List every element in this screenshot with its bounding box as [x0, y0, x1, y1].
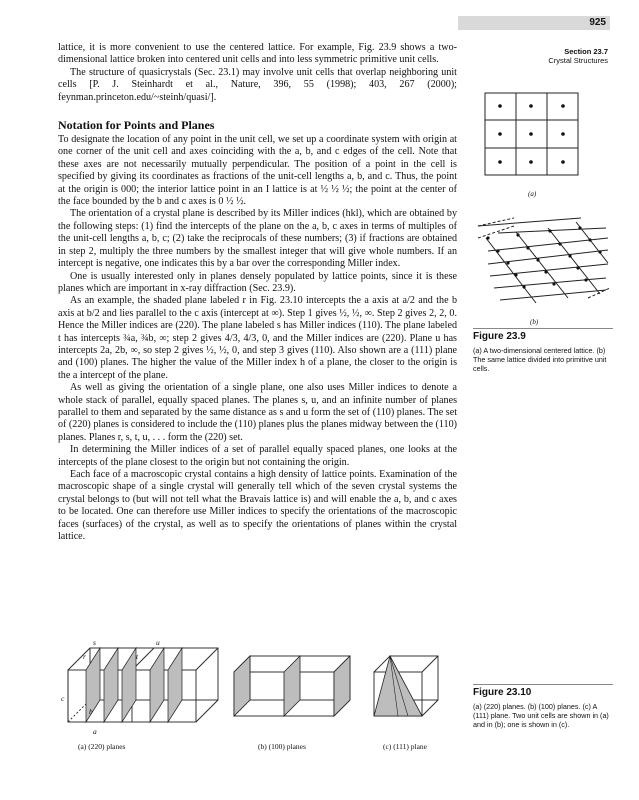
section-title: Crystal Structures	[548, 56, 608, 65]
figure-23-10-caption	[473, 684, 613, 729]
figure-23-9-caption	[473, 328, 613, 373]
paragraph: Each face of a macroscopic crystal contains a high density of lattice points. Examination of the macroscopic shape of a single crystal will generally tell which of the seven crystal systems the crystal belongs to (but will not tell what the Bravais lattice is) and will enable the a, b, and c axes to be located. One can therefore use Miller indices to specify the orientations of the macroscopic faces (surfaces) of the crystal, as well as to specify the orientations of planes within the crystal lattice.	[58, 469, 457, 543]
plane-label-u: u	[156, 638, 160, 647]
figure-title: Figure 23.10	[473, 684, 613, 698]
axis-label-c: c	[61, 694, 65, 703]
figure-label-111: (c) (111) plane	[383, 742, 428, 751]
paragraph: The orientation of a crystal plane is described by its Miller indices (hkl), which are obtained by the following steps: (1) find the intercepts of the plane on the a, b, c axes in terms of multiples of the unit-cell lengths a, b, c; (2) take the reciprocals of these numbers; (3) if fractions are obtained in step 2, multiply the three numbers by the smallest integer that will give whole numbers. If an intercept is negative, one indicates this by a bar over the corresponding Miller index.	[58, 208, 457, 270]
paragraph: As well as giving the orientation of a single plane, one also uses Miller indices to denote a whole stack of parallel, equally spaced planes. The planes s, u, and an infinite number of planes parallel to them and separated by the same distance as s and u form the set of (110) planes. The set of (220) planes is considered to include the (110) planes plus the planes midway between the (110) planes. Planes r, s, t, u, . . . form the (220) set.	[58, 382, 457, 443]
main-text-column	[58, 42, 457, 543]
primitive-lattice-figure	[476, 208, 616, 316]
figure-111-plane	[368, 650, 448, 730]
figure-sublabel-a: (a)	[528, 190, 537, 198]
paragraph: To designate the location of any point in the unit cell, we set up a coordinate system with origin at one corner of the unit cell and axes coinciding with the a, b, and c edges of the cell. Note that these axes are not necessarily mutually perpendicular. The position of a point in the cell is specified by giving its coordinates as fractions of the unit-cell lengths a, b, and c. Thus, the point at the origin is 000; the interior lattice point in an I lattice is at ½ ½ ½; the point at the center of the face bounded by the b and c axes is 0 ½ ½.	[58, 134, 457, 208]
plane-label-t: t	[136, 652, 139, 661]
paragraph: lattice, it is more convenient to use the centered lattice. For example, Fig. 23.9 shows a two-dimensional lattice broken into centered unit cells and into less symmetric primitive unit cells.	[58, 42, 457, 66]
section-heading: Notation for Points and Planes	[58, 118, 215, 133]
figure-label-100: (b) (100) planes	[258, 742, 306, 751]
paragraph: One is usually interested only in planes densely populated by lattice points, since it is these planes which are important in x-ray diffraction (Sec. 23.9).	[58, 270, 457, 294]
paragraph: The structure of quasicrystals (Sec. 23.1) may involve unit cells that overlap neighboring unit cells [P. J. Steinhardt et al., Nature, 396, 55 (1998); 403, 267 (2000); feynman.princeton.edu/~steinh/quasi/].	[58, 66, 457, 103]
axis-label-a: a	[93, 727, 97, 736]
paragraph: As an example, the shaded plane labeled r in Fig. 23.10 intercepts the a axis at a/2 and the b axis at b/2 and lies parallel to the c axis (intercept at ∞). Step 1 gives ½, ½, ∞. Step 2 gives 2, 2, 0. Hence the Miller indices are (220). The plane labeled s has Miller indices (110). The plane labeled t has intercepts ¾a, ¾b, ∞; step 2 gives 4/3, 4/3, 0, and the Miller indices are (220). Plane u has intercepts 2a, 2b, ∞, so step 2 gives ½, ½, 0, and step 3 gives (110). Also shown are a (111) plane and (100) planes. The higher the value of the Miller index h of a plane, the closer to the origin is the a intercept of the plane.	[58, 295, 457, 381]
plane-label-s: s	[93, 638, 96, 647]
axis-label-b: b	[89, 707, 93, 716]
centered-lattice-figure	[478, 88, 588, 188]
figure-title: Figure 23.9	[473, 328, 613, 342]
section-label: Section 23.7	[564, 47, 608, 56]
figure-caption: (a) (220) planes. (b) (100) planes. (c) A (111) plane. Two unit cells are shown in (a) and in (b); one is shown in (c).	[473, 702, 609, 729]
figure-100-planes	[228, 650, 358, 730]
paragraph: In determining the Miller indices of a set of parallel equally spaced planes, one looks at the intercepts of the plane closest to the origin but not containing the origin.	[58, 444, 457, 468]
figure-caption: (a) A two-dimensional centered lattice. (b) The same lattice divided into primitive unit cells.	[473, 346, 607, 373]
plane-label-r: r	[83, 652, 86, 661]
figure-sublabel-b: (b)	[530, 318, 539, 326]
page-number: 925	[589, 17, 606, 28]
figure-label-220-text: (a) (220) planes	[78, 742, 126, 751]
page-number-bar	[458, 16, 610, 30]
figure-label-220	[78, 742, 125, 751]
figure-220-planes	[56, 640, 226, 740]
